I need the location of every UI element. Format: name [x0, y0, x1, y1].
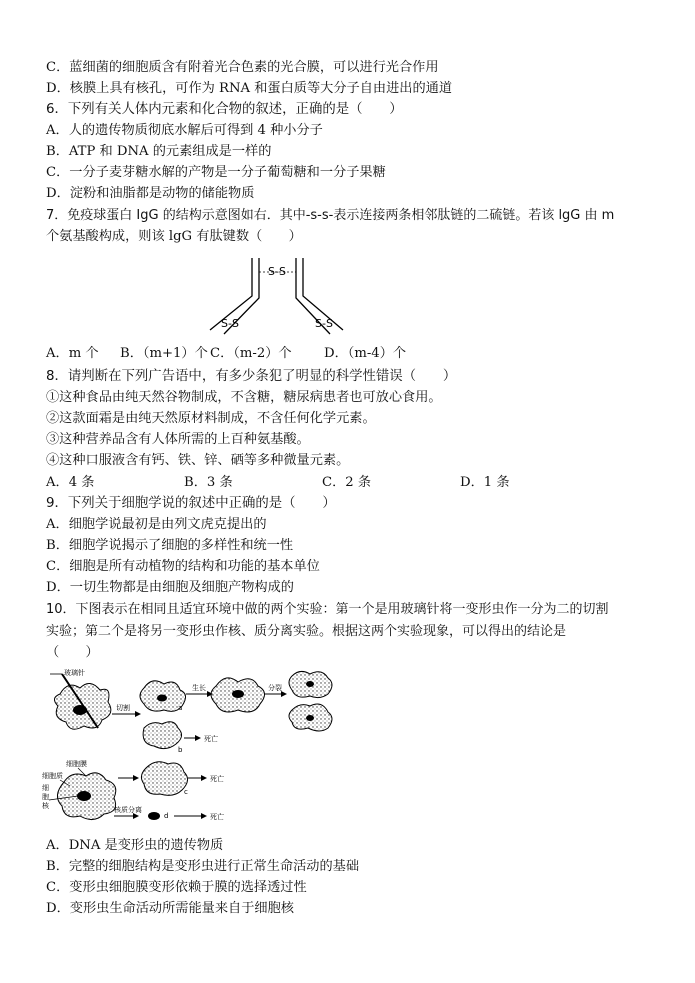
glass-needle-label: 玻璃针 [64, 669, 85, 677]
death-label-3: 死亡 [210, 813, 224, 821]
option-10c: C．变形虫细胞膜变形依赖于膜的选择透过性 [46, 880, 307, 895]
ad-statement-4: ④这种口服液含有钙、铁、锌、硒等多种微量元素。 [46, 453, 350, 468]
igg-left-label: S-S [221, 317, 239, 330]
question-6: 6．下列有关人体内元素和化合物的叙述，正确的是（ ） [46, 102, 403, 117]
cell-c-label: c [184, 788, 188, 796]
option-6c-prev: C．蓝细菌的细胞质含有附着光合色素的光合膜，可以进行光合作用 [46, 60, 439, 75]
divide-label: 分裂 [268, 684, 282, 692]
grow-label: 生长 [192, 684, 206, 692]
option-9b: B．细胞学说揭示了细胞的多样性和统一性 [46, 538, 294, 553]
option-6d: D．淀粉和油脂都是动物的储能物质 [46, 186, 255, 201]
ad-statement-2: ②这款面霜是由纯天然原材料制成，不含任何化学元素。 [46, 411, 376, 426]
question-7-options [46, 344, 666, 364]
igg-right-label: S-S [315, 317, 333, 330]
option-10b: B．完整的细胞结构是变形虫进行正常生命活动的基础 [46, 859, 360, 874]
option-8a: A．4 条 [46, 475, 95, 490]
question-7-line1: 7．免疫球蛋白 IgG 的结构示意图如右．其中-s-s-表示连接两条相邻肽链的二硫链。若该 lgG 由 m [46, 208, 615, 223]
option-7d: D．（m-4）个 [324, 346, 407, 361]
option-9a: A．细胞学说最初是由列文虎克提出的 [46, 517, 267, 532]
option-8b: B．3 条 [184, 475, 233, 490]
death-label-2: 死亡 [210, 775, 224, 783]
separation-label: 核质分离 [114, 806, 142, 814]
question-8: 8．请判断在下列广告语中，有多少条犯了明显的科学性错误（ ） [46, 369, 457, 384]
option-6d-prev: D．核膜上具有核孔，可作为 RNA 和蛋白质等大分子自由进出的通道 [46, 81, 453, 96]
question-9: 9．下列关于细胞学说的叙述中正确的是（ ） [46, 496, 336, 511]
question-10-line3: （ ） [46, 645, 99, 660]
igg-structure-diagram [200, 250, 360, 338]
ad-statement-1: ①这种食品由纯天然谷物制成，不含糖，糖尿病患者也可放心食用。 [46, 390, 442, 405]
question-7-line2: 个氨基酸构成，则该 lgG 有肽键数（ ） [46, 229, 302, 244]
option-7a: A．m 个 [46, 346, 99, 361]
question-10-line2: 实验；第二个是将另一变形虫作核、质分离实验。根据这两个实验现象，可以得出的结论是 [46, 624, 567, 639]
option-6a: A．人的遗传物质彻底水解后可得到 4 种小分子 [46, 123, 323, 138]
option-6c: C．一分子麦芽糖水解的产物是一分子葡萄糖和一分子果糖 [46, 165, 386, 180]
question-8-options [46, 473, 666, 493]
fragment-b-label: b [178, 746, 183, 754]
cut-label: 切割 [116, 704, 130, 712]
nucleus-d-label: d [164, 812, 169, 820]
option-9c: C．细胞是所有动植物的结构和功能的基本单位 [46, 559, 320, 574]
fragment-a-label: a [178, 704, 183, 712]
question-10-line1: 10．下图表示在相同且适宜环境中做的两个实验：第一个是用玻璃针将一变形虫作一分为二的切割 [46, 602, 609, 617]
amoeba-experiment-figure [40, 666, 350, 834]
option-6b: B．ATP 和 DNA 的元素组成是一样的 [46, 144, 272, 159]
igg-top-label: S-S [268, 265, 286, 278]
isolated-nucleus-d [148, 812, 160, 820]
death-label-1: 死亡 [204, 735, 218, 743]
option-9d: D．一切生物都是由细胞及细胞产物构成的 [46, 580, 294, 595]
membrane-label: 细胞膜 [66, 760, 87, 768]
option-10d: D．变形虫生命活动所需能量来自于细胞核 [46, 901, 294, 916]
nucleus-label: 细胞核 [42, 784, 49, 810]
option-8d: D．1 条 [460, 475, 510, 490]
option-10a: A．DNA 是变形虫的遗传物质 [46, 838, 224, 853]
option-7c: C．（m-2）个 [210, 346, 292, 361]
option-7b: B．（m+1）个 [120, 346, 208, 361]
ad-statement-3: ③这种营养品含有人体所需的上百种氨基酸。 [46, 432, 310, 447]
option-8c: C．2 条 [322, 475, 372, 490]
cytoplasm-label: 细胞质 [42, 772, 63, 780]
